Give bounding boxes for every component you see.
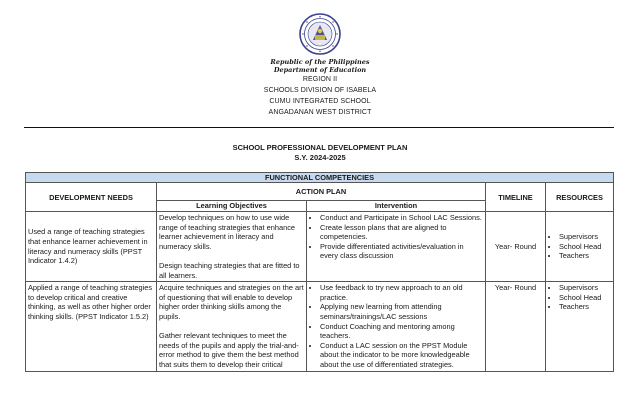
intervention-item: • Conduct a LAC session on the PPST Module about the indicator to be more knowledgeable about the use of differentiated strategies. [320, 341, 483, 370]
development-plan-table [25, 172, 614, 372]
intervention-item: • Create lesson plans that are aligned to competencies. [320, 223, 483, 242]
timeline: Year- Round [486, 282, 546, 371]
col-learning-objectives: Learning Objectives [157, 201, 307, 212]
agency-header [0, 58, 640, 74]
resource-item: • Teachers [559, 302, 611, 312]
col-timeline: TIMELINE [486, 183, 546, 212]
resource-item: • School Head [559, 293, 611, 303]
district-text: ANGADANAN WEST DISTRICT [268, 109, 372, 116]
division-text: SCHOOLS DIVISION OF ISABELA [263, 87, 377, 94]
col-intervention: Intervention [307, 201, 486, 212]
table-row [26, 212, 614, 282]
department-text: Department of Education [273, 66, 367, 74]
resources [546, 282, 614, 371]
development-need: Used a range of teaching strategies that enhance learner achievement in literacy and numeracy skills (PPST Indicator 1.4.2) [26, 212, 157, 282]
resources [546, 212, 614, 282]
objective-item: Acquire techniques and strategies on the art of questioning that will enable to develop higher order thinking skills among the pupils. [159, 283, 304, 321]
intervention-item: • Applying new learning from attending seminars/trainings/LAC sessions [320, 302, 483, 321]
intervention-item: • Conduct and Participate in School LAC Sessions. [320, 213, 483, 223]
plan-title: SCHOOL PROFESSIONAL DEVELOPMENT PLAN [232, 143, 408, 152]
resource-item: • Supervisors [559, 232, 611, 242]
intervention-item: • Conduct Coaching and mentoring among teachers. [320, 322, 483, 341]
col-development-needs: DEVELOPMENT NEEDS [26, 183, 157, 212]
school-year: S.Y. 2024-2025 [294, 153, 346, 162]
timeline: Year- Round [486, 212, 546, 282]
learning-objectives [157, 212, 307, 282]
objective-item: Develop techniques on how to use wide range of teaching strategies that enhance learner achievement in literacy and numeracy skills. [159, 213, 296, 251]
objective-item: Design teaching strategies that are fitted to all learners. [159, 260, 300, 280]
development-need: Applied a range of teaching strategies to develop critical and creative thinking, as well as other higher order thinking skills. (PPST Indicator 1.5.2) [26, 282, 157, 371]
region-text: REGION II [302, 76, 338, 83]
col-action-plan: ACTION PLAN [157, 183, 486, 201]
objective-item: Gather relevant techniques to meet the needs of the pupils and apply the trial-and-error method to give them the best method that suits them to develop their critical [159, 331, 299, 369]
republic-text: Republic of the Philippines [270, 58, 370, 66]
learning-objectives [157, 282, 307, 371]
resource-item: • Supervisors [559, 283, 611, 293]
school-text: CUMU INTEGRATED SCHOOL [269, 98, 371, 105]
intervention-item: • Use feedback to try new approach to an old practice. [320, 283, 483, 302]
intervention-item: • Provide differentiated activities/evaluation in every class discussion [320, 242, 483, 261]
header-divider [24, 127, 614, 128]
col-resources: RESOURCES [546, 183, 614, 212]
section-header: FUNCTIONAL COMPETENCIES [26, 173, 614, 183]
table-row [26, 282, 614, 371]
interventions [307, 212, 486, 282]
interventions [307, 282, 486, 371]
deped-seal-icon [299, 13, 341, 55]
resource-item: • Teachers [559, 251, 611, 261]
resource-item: • School Head [559, 242, 611, 252]
